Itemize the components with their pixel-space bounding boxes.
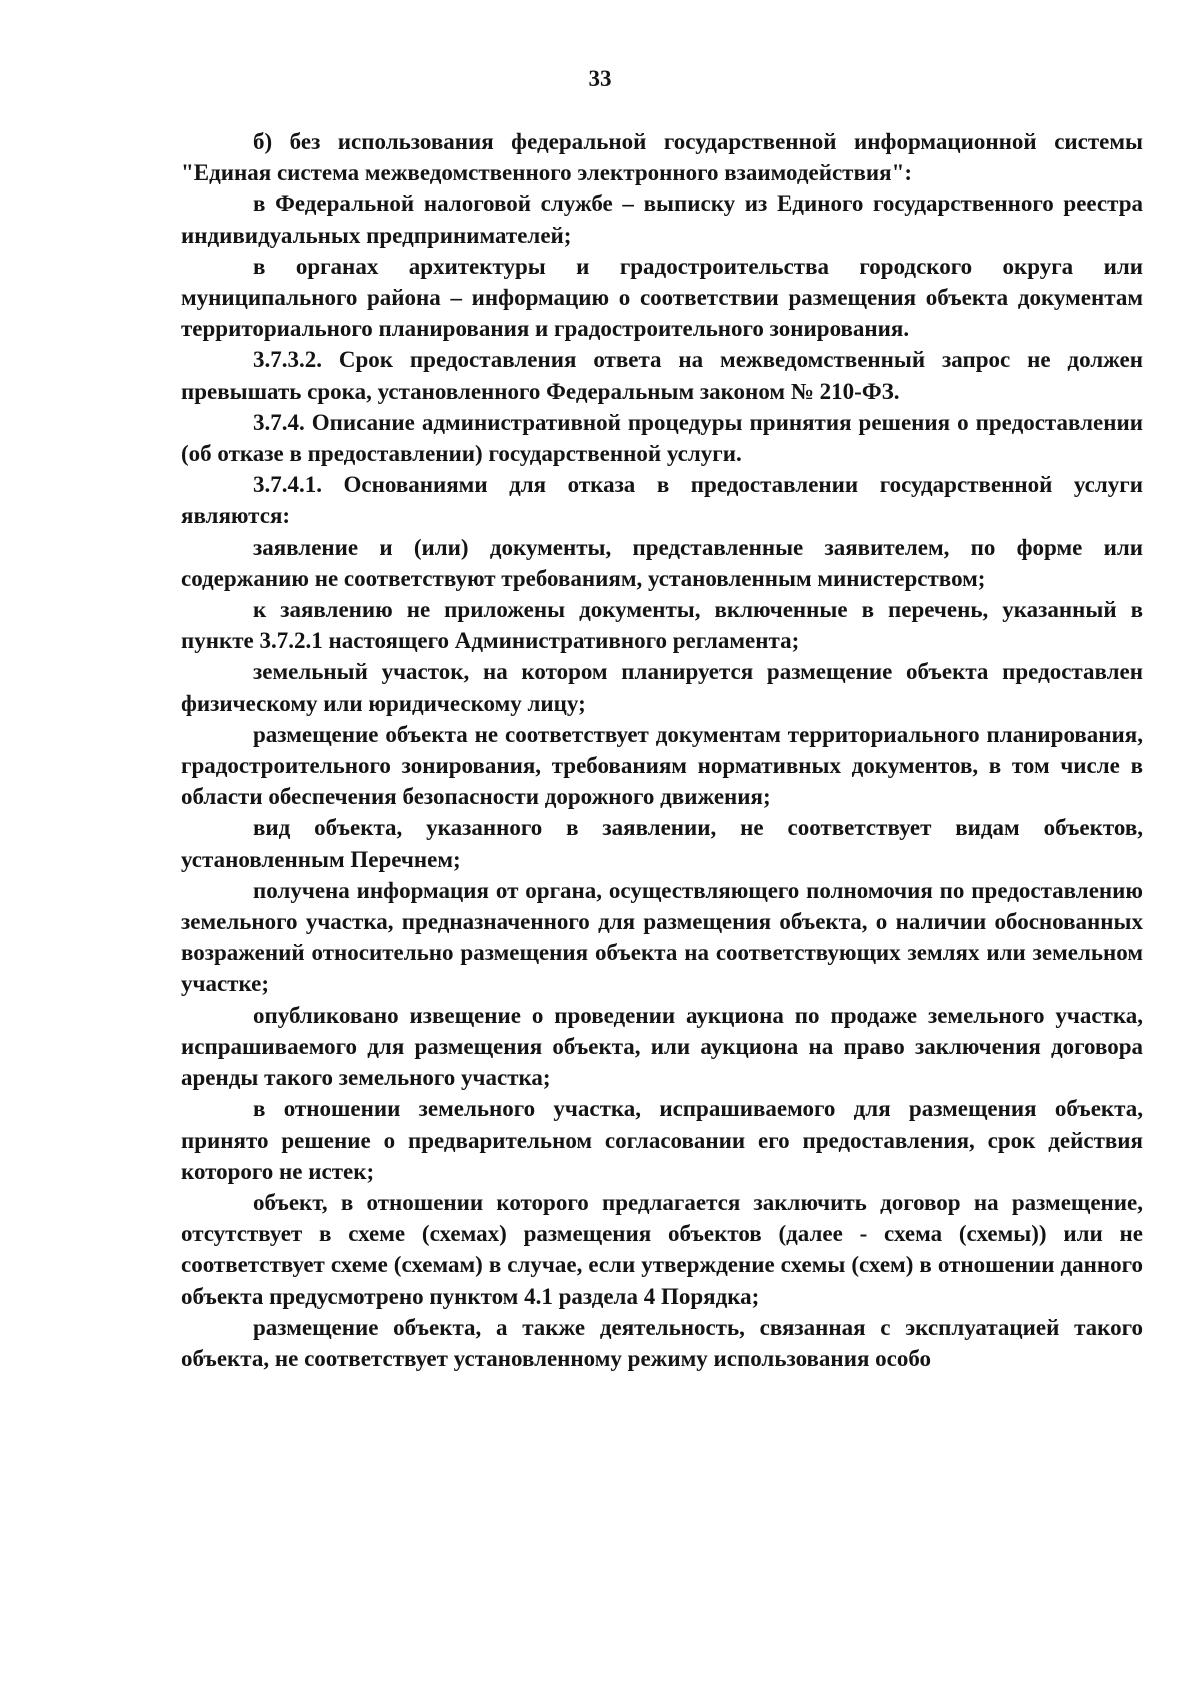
paragraph: вид объекта, указанного в заявлении, не соответствует видам объектов, установленным Перечнем;: [181, 815, 1143, 872]
paragraph: к заявлению не приложены документы, включенные в перечень, указанный в пункте 3.7.2.1 настоящего Административного регламента;: [181, 597, 1143, 654]
document-body: [181, 126, 1143, 1374]
paragraph: размещение объекта не соответствует документам территориального планирования, градостроительного зонирования, требованиям нормативных документов, в том числе в области обеспечения безопасности дорожного движения;: [181, 721, 1143, 810]
paragraph: б) без использования федеральной государственной информационной системы "Единая система межведомственного электронного взаимодействия":: [181, 129, 1143, 186]
paragraph: земельный участок, на котором планируется размещение объекта предоставлен физическому или юридическому лицу;: [181, 659, 1143, 716]
paragraph: в отношении земельного участка, испрашиваемого для размещения объекта, принято решение о предварительном согласовании его предоставления, срок действия которого не истек;: [181, 1096, 1143, 1184]
paragraph: 3.7.3.2. Срок предоставления ответа на межведомственный запрос не должен превышать срока, установленного Федеральным законом № 210-ФЗ.: [181, 347, 1143, 404]
paragraph: 3.7.4.1. Основаниями для отказа в предоставлении государственной услуги являются:: [181, 472, 1143, 529]
paragraph: получена информация от органа, осуществляющего полномочия по предоставлению земельного участка, предназначенного для размещения объекта, о наличии обоснованных возражений относительно размещения объекта на соответствующих землях или земельном участке;: [181, 877, 1143, 997]
page-number: 33: [588, 66, 612, 91]
paragraph: в органах архитектуры и градостроительства городского округа или муниципального района – информацию о соответствии размещения объекта документам территориального планирования и градостроительного зонирования.: [181, 253, 1143, 342]
paragraph: заявление и (или) документы, представленные заявителем, по форме или содержанию не соответствуют требованиям, установленным министерством;: [181, 534, 1143, 591]
paragraph: объект, в отношении которого предлагается заключить договор на размещение, отсутствует в схеме (схемах) размещения объектов (далее - схема (схемы)) или не соответствует схеме (схемам) в случае, если утверждение схемы (схем) в отношении данного объекта предусмотрено пунктом 4.1 раздела 4 Порядка;: [181, 1189, 1143, 1309]
paragraph: размещение объекта, а также деятельность, связанная с эксплуатацией такого объекта, не соответствует установленному режиму использования особо: [181, 1314, 1143, 1371]
paragraph: 3.7.4. Описание административной процедуры принятия решения о предоставлении (об отказе в предоставлении) государственной услуги.: [181, 409, 1143, 467]
paragraph: в Федеральной налоговой службе – выписку из Единого государственного реестра индивидуальных предпринимателей;: [181, 191, 1143, 248]
paragraph: опубликовано извещение о проведении аукциона по продаже земельного участка, испрашиваемого для размещения объекта, или аукциона на право заключения договора аренды такого земельного участка;: [181, 1002, 1143, 1091]
